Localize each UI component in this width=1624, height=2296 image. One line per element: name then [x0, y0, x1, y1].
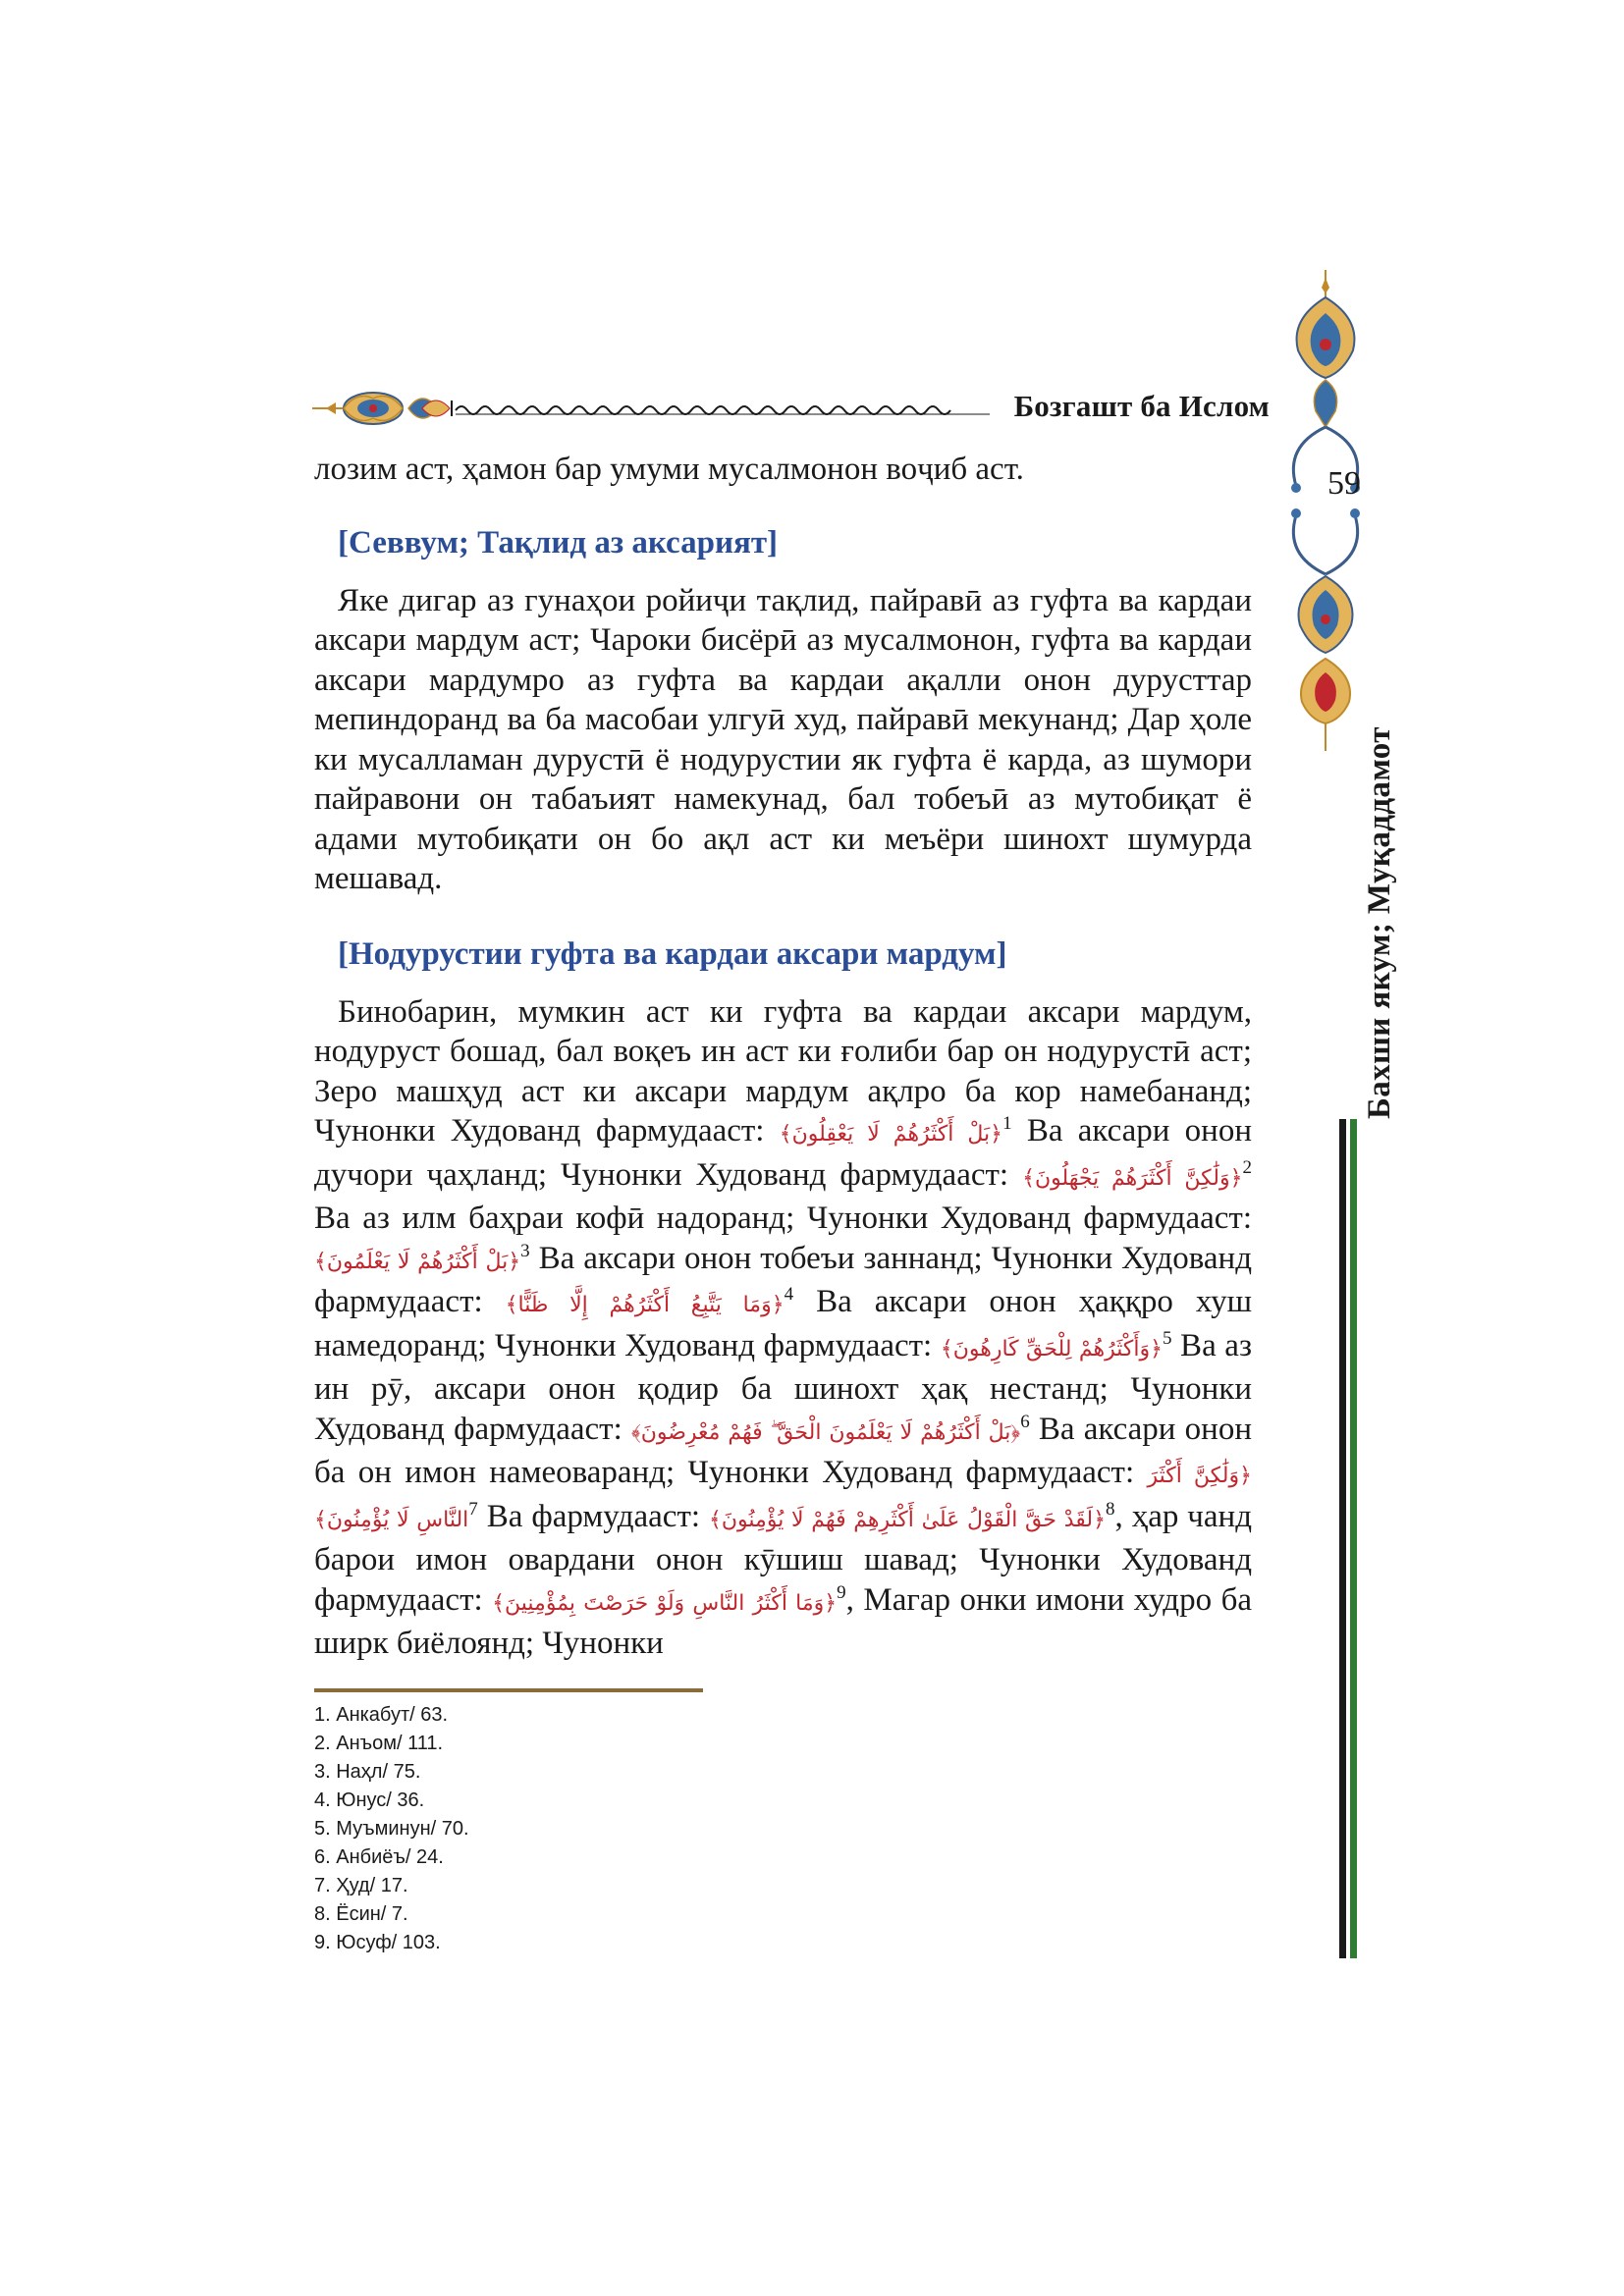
section-label: Бахши якум; Муқаддамот: [1362, 726, 1397, 1119]
header-title: Бозгашт ба Ислом: [1013, 389, 1270, 423]
footnote-item: 6. Анбиёъ/ 24.: [314, 1846, 444, 1868]
footnote-ref: 2: [1242, 1156, 1252, 1178]
main-text: [314, 450, 1252, 1664]
footnote-ref: 7: [468, 1498, 478, 1520]
footnote-item: 7. Ҳуд/ 17.: [314, 1875, 408, 1896]
arabic-quote: ﴿بَلْ أَكْثَرُهُمْ لَا يَعْقِلُونَ﴾: [779, 1122, 1003, 1147]
side-stripe-dark: [1339, 1119, 1346, 1958]
footnote-item: 8. Ёсин/ 7.: [314, 1903, 408, 1925]
footnote-ref: 6: [1020, 1411, 1030, 1432]
arabic-quote: ﴿وَأَكْثَرُهُمْ لِلْحَقِّ كَارِهُونَ﴾: [940, 1336, 1163, 1362]
text-run: , ҳар чанд барои имон овардани онон кӯшиш шавад; Чунонки Худованд фармудааст:: [314, 1498, 1252, 1618]
arabic-quote: ﴿بَلْ أَكْثَرُهُمْ لَا يَعْلَمُونَ الْحَقَّ ۖ فَهُمْ مُعْرِضُونَ﴾: [630, 1419, 1021, 1445]
intro-line: лозим аст, ҳамон бар умуми мусалмонон воҷиб аст.: [314, 452, 1024, 487]
arabic-quote: ﴿وَمَا يَتَّبِعُ أَكْثَرُهُمْ إِلَّا ظَنًّا﴾: [505, 1293, 785, 1317]
text-run: Ва аз ин рӯ, аксари онон қодир ба шинохт ҳақ нестанд; Чунонки Худованд фармудааст:: [314, 1327, 1252, 1447]
arabic-quote: ﴿وَلَٰكِنَّ أَكْثَرَ النَّاسِ لَا يُؤْمِنُونَ﴾: [314, 1464, 1252, 1532]
page-number: 59: [1327, 465, 1361, 502]
text-run: Ва аксари онон дучори ҷаҳланд; Чунонки Худованд фармудааст:: [314, 1113, 1252, 1193]
footnote-ref: 8: [1105, 1498, 1115, 1520]
footnote-item: 3. Наҳл/ 75.: [314, 1761, 421, 1783]
arabic-quote: ﴿بَلْ أَكْثَرُهُمْ لَا يَعْلَمُونَ﴾: [314, 1249, 521, 1274]
footnote-item: 5. Муъминун/ 70.: [314, 1818, 469, 1840]
text-run: , Магар онки имони худро ба ширк биёлоянд; Чунонки: [314, 1581, 1253, 1661]
text-run: Ва аксари онон ба он имон намеоваранд; Чунонки Худованд фармудааст:: [314, 1411, 1252, 1490]
text-run: Ва аксари онон тобеъи заннанд; Чунонки Худованд фармудааст:: [314, 1240, 1252, 1319]
footnote-list: [314, 1701, 469, 1957]
footnote-item: 2. Анъом/ 111.: [314, 1733, 444, 1754]
footnote-ref: 9: [837, 1581, 846, 1603]
section-heading-1: [Севвум; Тақлид аз аксарият]: [338, 524, 779, 561]
footnote-item: 9. Юсуф/ 103.: [314, 1932, 441, 1953]
arabic-quote: ﴿وَلَٰكِنَّ أَكْثَرَهُمْ يَجْهَلُونَ﴾: [1022, 1165, 1243, 1191]
paragraph-2: [314, 992, 1252, 1664]
footnote-ref: 4: [784, 1284, 794, 1305]
footnote-item: 1. Анкабут/ 63.: [314, 1704, 449, 1726]
arabic-quote: ﴿لَقَدْ حَقَّ الْقَوْلُ عَلَىٰ أَكْثَرِهِمْ فَهُمْ لَا يُؤْمِنُونَ﴾: [709, 1507, 1106, 1532]
text-run: Ва аз илм баҳраи кофӣ надоранд; Чунонки Худованд фармудааст:: [314, 1201, 1252, 1236]
side-ornament-icon: [1276, 270, 1375, 1134]
text-run: Ва фармудааст:: [477, 1498, 709, 1534]
footnote-divider: [314, 1688, 703, 1692]
running-header: [312, 385, 1270, 432]
footnote-ref: 1: [1002, 1113, 1012, 1134]
arabic-quote: ﴿وَمَا أَكْثَرُ النَّاسِ وَلَوْ حَرَصْتَ بِمُؤْمِنِينَ﴾: [492, 1590, 838, 1616]
text-run: Ва аксари онон ҳаққро хуш намедоранд; Чунонки Худованд фармудааст:: [314, 1284, 1252, 1363]
header-ornament-icon: [312, 385, 990, 432]
paragraph-1: Яке дигар аз гунаҳои ройиҷи тақлид, пайравӣ аз гуфта ва кардаи аксари мардум аст; Чароки бисёрӣ аз мусалмонон, гуфта ва кардаи аксари мардумро аз гуфта ва кардаи ақалли онон дурусттар мепиндоранд ва ба масобаи улгуӣ худ, пайравӣ мекунанд; Дар ҳоле ки мусалламан дурустӣ ё нодурустии як гуфта ё карда, аз шумори пайравони он табаъият намекунад, бал тобеъӣ аз мутобиқат ё адами мутобиқати он бо ақл аст ки меъёри шинохт шумурда мешавад.: [314, 582, 1252, 896]
section-heading-2: [Нодурустии гуфта ва кардаи аксари мардум]: [338, 935, 1007, 972]
footnote-item: 4. Юнус/ 36.: [314, 1789, 425, 1811]
text-run: Бинобарин, мумкин аст ки гуфта ва кардаи аксари мардум, нодуруст бошад, бал воқеъ ин аст ки ғолиби бар он нодурустӣ аст; Зеро машҳуд аст ки аксари мардум ақлро ба кор намебананд; Чунонки Худованд фармудааст:: [314, 993, 1252, 1148]
side-stripe-green: [1350, 1119, 1357, 1958]
footnote-ref: 5: [1162, 1327, 1172, 1349]
footnote-ref: 3: [520, 1240, 530, 1261]
